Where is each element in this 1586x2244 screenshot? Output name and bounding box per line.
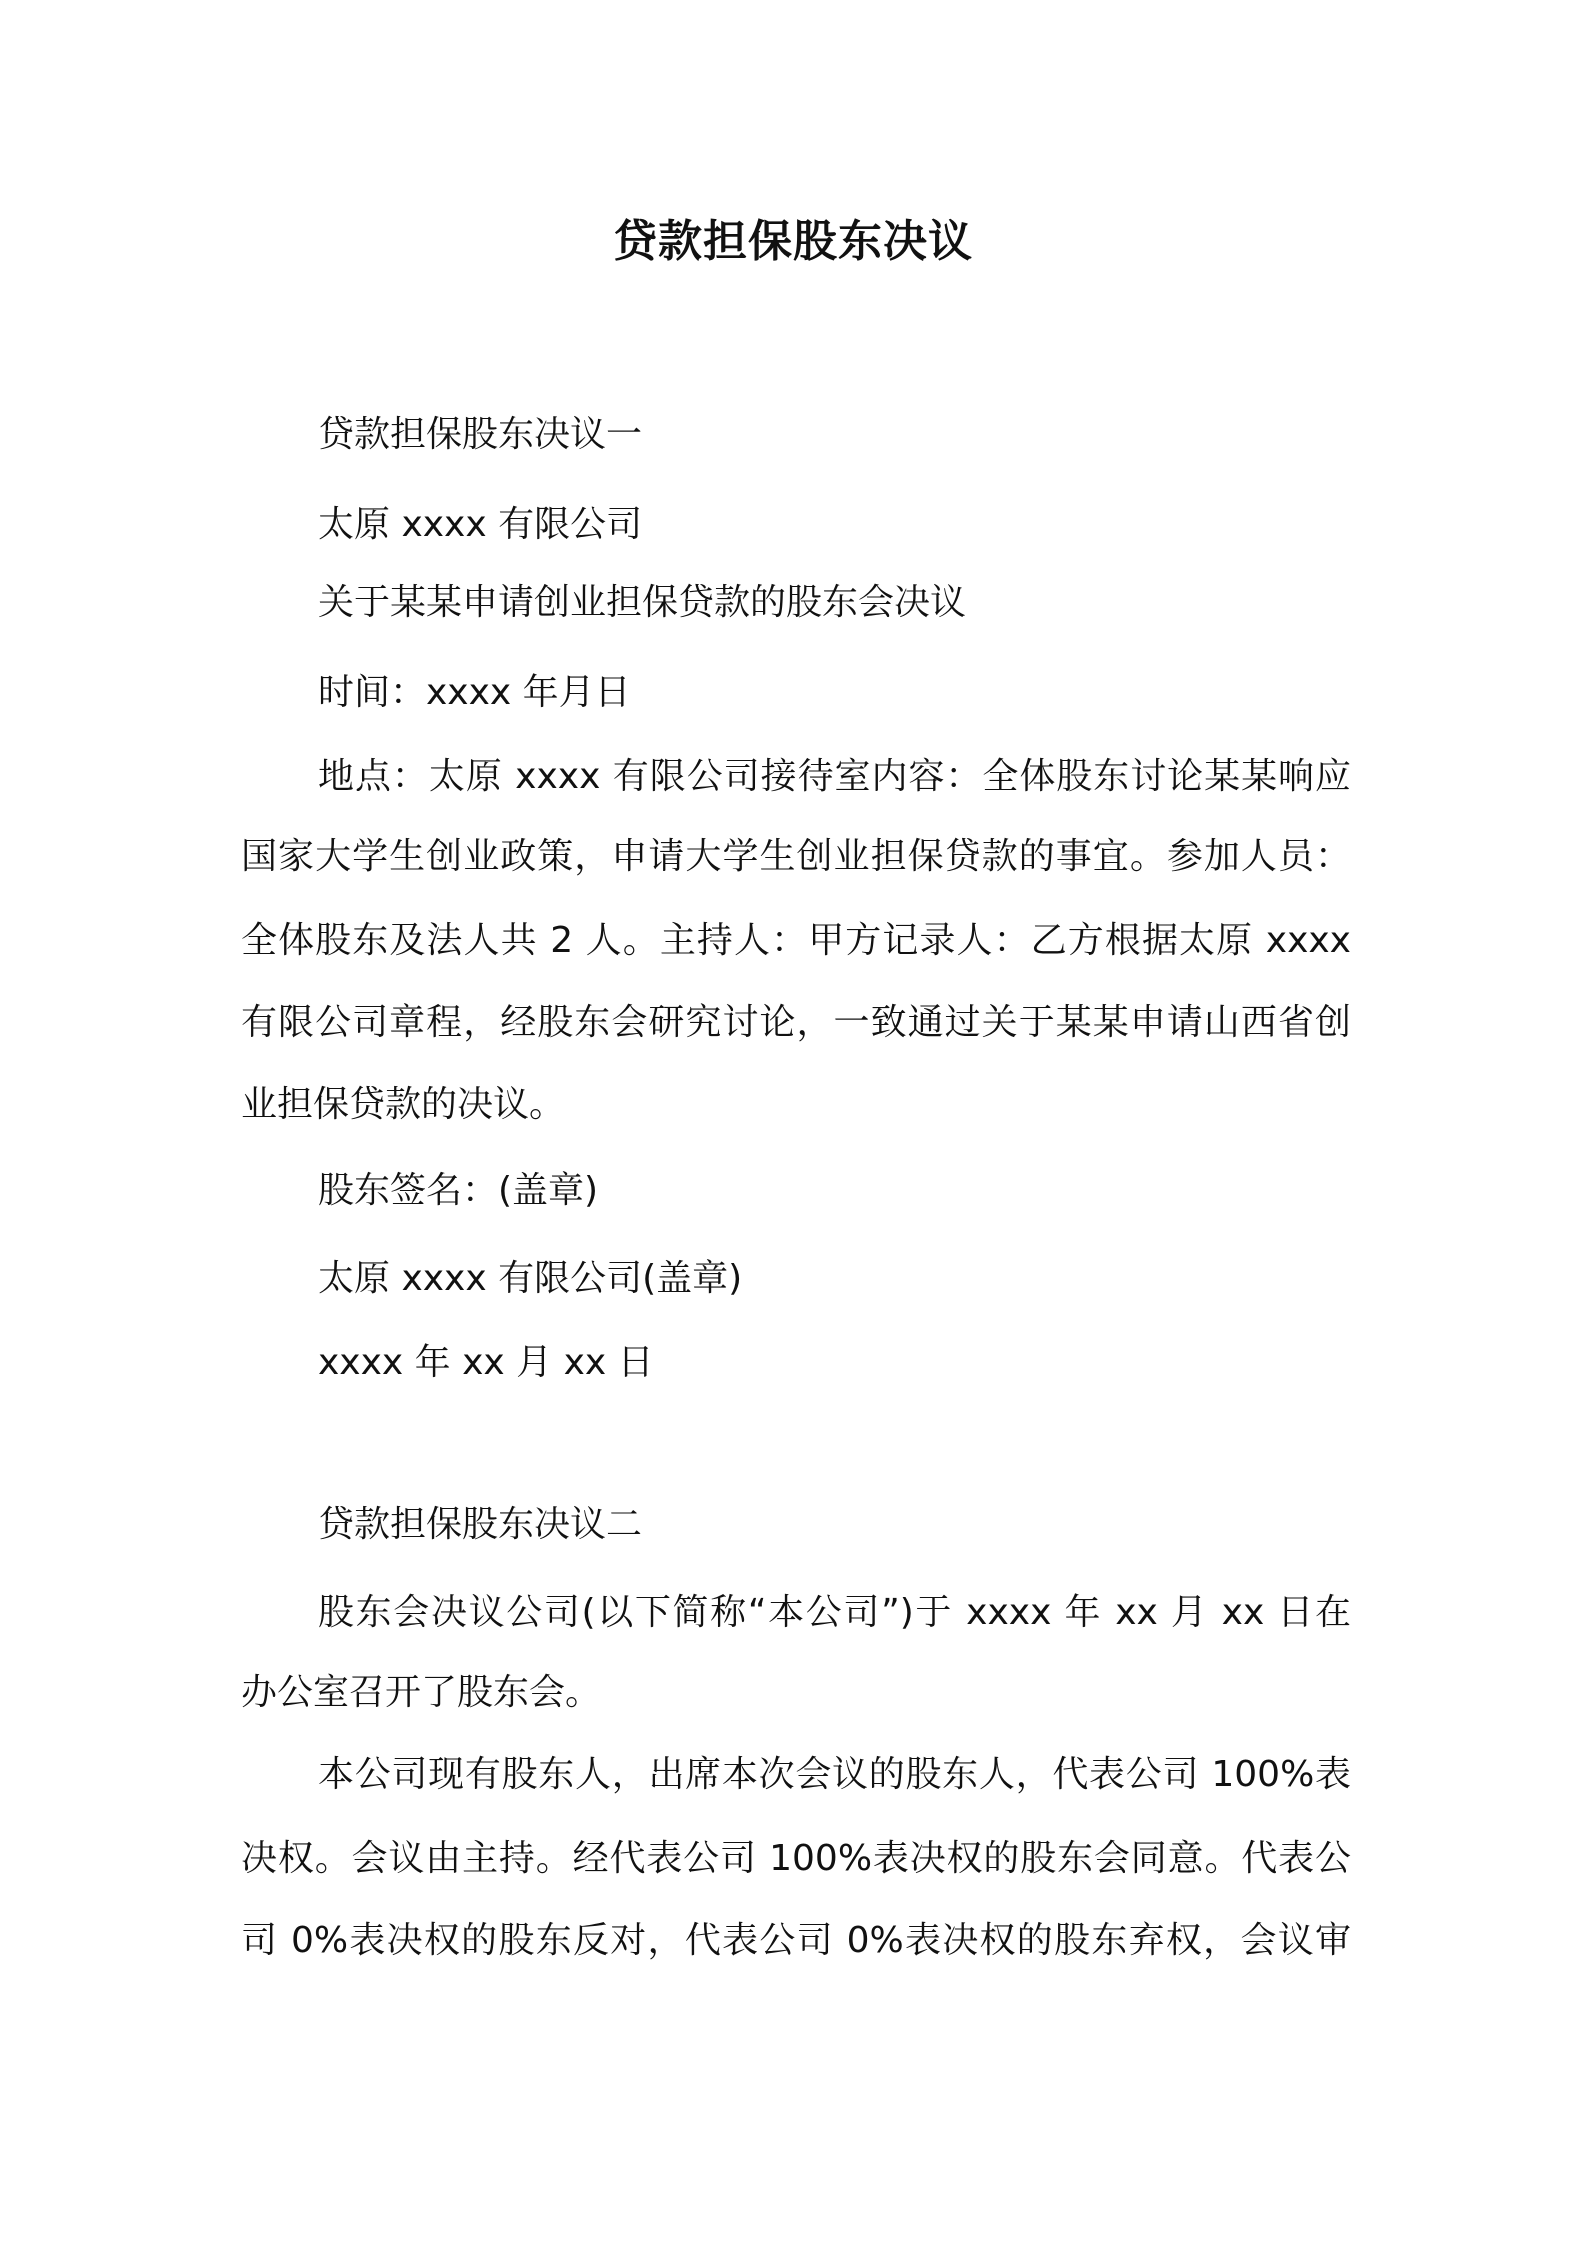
document-title: 贷款担保股东决议 [613,216,973,267]
section-2-paragraph-line: 办公室召开了股东会。 [241,1672,602,1713]
section-2-paragraph-line: 司 0%表决权的股东反对，代表公司 0%表决权的股东弃权，会议审 [241,1920,1351,1961]
section-1-heading: 贷款担保股东决议一 [318,414,643,455]
section-2-heading: 贷款担保股东决议二 [318,1504,643,1545]
section-1-body-line: 有限公司章程，经股东会研究讨论，一致通过关于某某申请山西省创 [241,1002,1351,1043]
section-2-paragraph-line: 股东会决议公司(以下简称“本公司”)于 xxxx 年 xx 月 xx 日在 [318,1592,1351,1633]
section-1-company: 太原 xxxx 有限公司 [318,504,643,545]
section-1-date: xxxx 年 xx 月 xx 日 [318,1342,654,1383]
section-2-paragraph-line: 决权。会议由主持。经代表公司 100%表决权的股东会同意。代表公 [241,1838,1351,1879]
section-1-body-line: 业担保贷款的决议。 [241,1084,566,1125]
section-1-subject: 关于某某申请创业担保贷款的股东会决议 [318,582,967,623]
section-2-paragraph-line: 本公司现有股东人，出席本次会议的股东人，代表公司 100%表 [318,1754,1351,1795]
section-1-body-line: 地点：太原 xxxx 有限公司接待室内容：全体股东讨论某某响应 [318,756,1351,797]
section-1-time: 时间：xxxx 年月日 [318,672,631,713]
section-1-signature: 股东签名：(盖章) [318,1170,599,1211]
section-1-body-line: 全体股东及法人共 2 人。主持人：甲方记录人：乙方根据太原 xxxx [241,920,1351,961]
section-1-company-seal: 太原 xxxx 有限公司(盖章) [318,1258,743,1299]
section-1-body-line: 国家大学生创业政策，申请大学生创业担保贷款的事宜。参加人员： [241,836,1351,877]
